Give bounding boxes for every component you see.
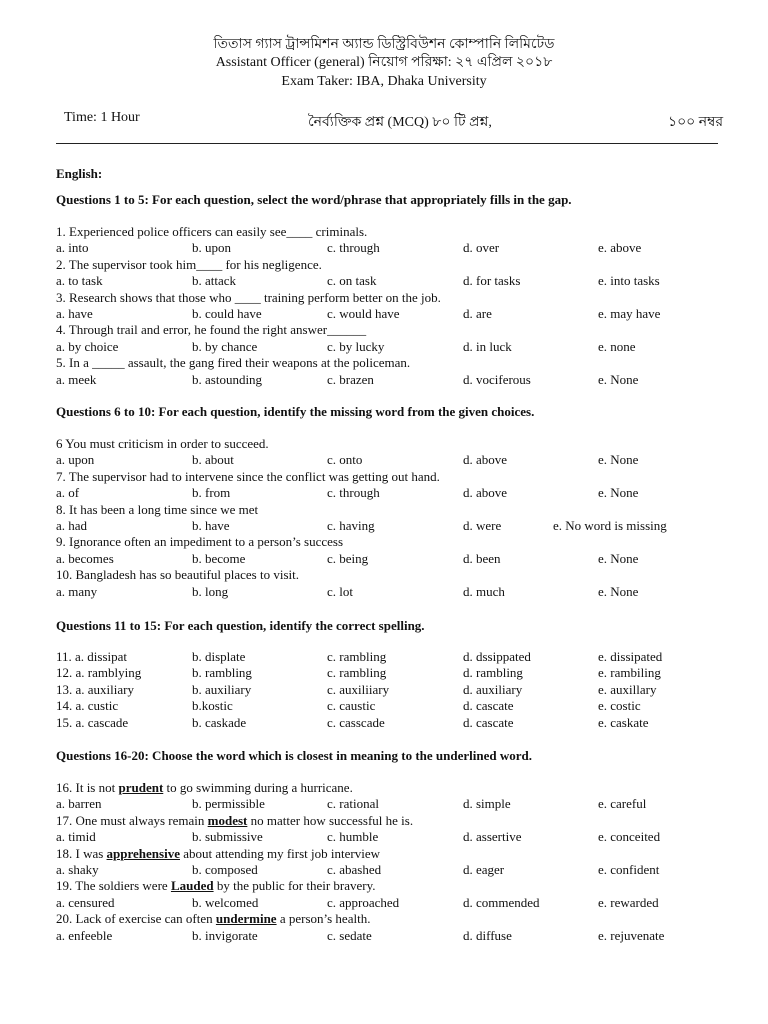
answer-option: b. submissive: [192, 829, 263, 845]
question-text-end: about attending my first job interview: [179, 845, 380, 861]
answer-option: e. above: [598, 240, 642, 256]
answer-option: a. censured: [56, 894, 115, 910]
answer-option: d. rambling: [463, 665, 523, 681]
answer-option: e. auxillary: [598, 681, 657, 697]
answer-option: b. caskade: [192, 714, 247, 730]
answer-option: e. None: [598, 550, 639, 566]
header-divider: [56, 143, 718, 144]
answer-option: a. barren: [56, 796, 102, 812]
question-text: 4. Through trail and error, he found the right answer______: [56, 322, 367, 338]
question-text-end: to go swimming during a hurricane.: [163, 780, 353, 795]
question-text-start: 16. It is not: [56, 780, 119, 795]
answer-option: e. rewarded: [598, 894, 659, 910]
answer-option: d. auxiliary: [463, 681, 523, 697]
answer-option: e. caskate: [598, 714, 649, 730]
answer-option: c. auxiliiary: [327, 681, 390, 697]
answer-option: c. humble: [327, 829, 379, 845]
answer-option: b. have: [192, 518, 230, 533]
question-text: 9. Ignorance often an impediment to a person’s success: [56, 534, 343, 550]
answer-option: b. displate: [192, 649, 246, 664]
answer-option: c. casscade: [327, 714, 385, 730]
underlined-keyword: prudent: [118, 780, 164, 795]
answer-option: e. None: [598, 485, 639, 501]
total-marks: ১০০ নম্বর: [668, 115, 724, 130]
question-text-end: no matter how successful he is.: [247, 812, 414, 828]
answer-option: e. careful: [598, 796, 647, 812]
exam-title: Assistant Officer (general) নিয়োগ পরিক্ষা: ২৭ এপ্রিল ২০১৮: [215, 55, 553, 70]
answer-option: d. above: [463, 452, 508, 468]
answer-option: c. having: [327, 518, 375, 533]
answer-option: c. by lucky: [327, 338, 385, 354]
answer-option: e. rejuvenate: [598, 927, 665, 943]
answer-option: a. many: [56, 583, 98, 599]
answer-option: a. upon: [56, 452, 95, 468]
question-text: 10. Bangladesh has so beautiful places to visit.: [56, 567, 299, 583]
answer-option: b. astounding: [192, 371, 263, 387]
answer-option: d. cascate: [463, 714, 514, 730]
question-text-end: by the public for their bravery.: [213, 878, 376, 894]
answer-option: d. commended: [463, 894, 540, 910]
section-title: English:: [56, 166, 103, 181]
answer-option: e. may have: [598, 306, 661, 321]
answer-option: b. welcomed: [192, 894, 259, 910]
answer-option: c. abashed: [327, 862, 382, 877]
answer-option: c. approached: [327, 894, 400, 910]
answer-option: d. are: [463, 306, 492, 321]
answer-option: c. on task: [327, 273, 377, 289]
exam-taker: Exam Taker: IBA, Dhaka University: [281, 74, 487, 89]
question-text: 5. In a _____ assault, the gang fired their weapons at the policeman.: [56, 355, 411, 371]
answer-option: c. being: [327, 550, 369, 566]
answer-option: d. diffuse: [463, 927, 512, 943]
answer-option: b. invigorate: [192, 927, 258, 943]
underlined-keyword: Lauded: [170, 878, 214, 894]
answer-option: e. rambiling: [598, 665, 661, 681]
question-text: [56, 846, 380, 862]
question-text: 6 You must criticism in order to succeed.: [56, 436, 269, 451]
answer-option: c. rational: [327, 796, 379, 812]
answer-option: d. simple: [463, 796, 511, 812]
answer-option: c. brazen: [327, 371, 374, 387]
answer-option: e. dissipated: [598, 649, 663, 664]
question-text-start: 18. I was: [56, 845, 107, 861]
answer-option: c. caustic: [327, 698, 376, 714]
underlined-keyword: apprehensive: [106, 845, 180, 861]
answer-option: b. long: [192, 583, 229, 599]
question-text-start: 19. The soldiers were: [56, 878, 171, 894]
underlined-keyword: modest: [207, 812, 248, 828]
question-text-start: 17. One must always remain: [56, 812, 208, 828]
answer-option: e. confident: [598, 862, 660, 877]
group-title: Questions 16-20: Choose the word which is closest in meaning to the underlined word.: [56, 748, 532, 763]
answer-option: d. above: [463, 485, 508, 501]
answer-option: d. been: [463, 550, 501, 566]
group-title: Questions 6 to 10: For each question, identify the missing word from the given choices.: [56, 404, 535, 419]
question-text: [56, 780, 353, 796]
answer-option: d. were: [463, 518, 502, 533]
answer-option: e. No word is missing: [553, 518, 667, 533]
group-title: Questions 11 to 15: For each question, identify the correct spelling.: [56, 618, 425, 633]
answer-option: a. meek: [56, 371, 97, 387]
answer-option: d. assertive: [463, 829, 522, 845]
company-name: তিতাস গ্যাস ট্রান্সমিশন অ্যান্ড ডিস্ট্রিবিউশন কোম্পানি লিমিটেড: [213, 37, 555, 52]
answer-option: 15. a. cascade: [56, 714, 129, 730]
question-text: [56, 813, 413, 829]
question-text: [56, 878, 376, 894]
answer-option: e. None: [598, 371, 639, 387]
group-title: Questions 1 to 5: For each question, select the word/phrase that appropriately fills in the gap.: [56, 192, 572, 207]
answer-option: d. over: [463, 240, 500, 256]
answer-option: a. into: [56, 240, 89, 256]
question-text-start: 20. Lack of exercise can often: [56, 911, 216, 927]
answer-option: b. auxiliary: [192, 681, 252, 697]
answer-option: b. by chance: [192, 338, 258, 354]
answer-option: e. conceited: [598, 829, 661, 845]
question-text-end: a person’s health.: [276, 911, 371, 927]
answer-option: b. attack: [192, 273, 237, 289]
answer-option: d. cascate: [463, 698, 514, 714]
question-text: [56, 911, 370, 927]
answer-option: b. become: [192, 550, 246, 566]
answer-option: b. from: [192, 485, 231, 501]
answer-option: d. for tasks: [463, 273, 521, 289]
underlined-keyword: undermine: [215, 911, 277, 927]
answer-option: d. in luck: [463, 338, 512, 354]
answer-option: b. rambling: [192, 665, 252, 681]
answer-option: c. rambling: [327, 665, 387, 681]
answer-option: b. could have: [192, 306, 262, 321]
answer-option: c. through: [327, 240, 380, 256]
question-text: 1. Experienced police officers can easily see____ criminals.: [56, 224, 368, 239]
answer-option: a. by choice: [56, 338, 119, 354]
answer-option: d. vociferous: [463, 371, 531, 387]
answer-option: 12. a. ramblying: [56, 665, 142, 681]
question-text: 8. It has been a long time since we met: [56, 501, 259, 517]
answer-option: c. through: [327, 485, 380, 501]
answer-option: b. composed: [192, 862, 258, 877]
answer-option: e. None: [598, 452, 639, 468]
answer-option: e. into tasks: [598, 273, 660, 289]
question-text: 7. The supervisor had to intervene since the conflict was getting out hand.: [56, 468, 440, 484]
answer-option: c. rambling: [327, 649, 387, 664]
answer-option: e. costic: [598, 698, 641, 714]
question-text: 3. Research shows that those who ____ training perform better on the job.: [56, 289, 441, 305]
exam-time: Time: 1 Hour: [64, 110, 140, 125]
answer-option: 11. a. dissipat: [56, 649, 128, 664]
answer-option: a. of: [56, 485, 80, 501]
answer-option: e. None: [598, 583, 639, 599]
answer-option: 13. a. auxiliary: [56, 681, 134, 697]
answer-option: d. much: [463, 583, 505, 599]
answer-option: d. dssippated: [463, 649, 531, 664]
answer-option: b. permissible: [192, 796, 265, 812]
answer-option: a. enfeeble: [56, 927, 113, 943]
question-text: 2. The supervisor took him____ for his negligence.: [56, 256, 322, 272]
answer-option: a. have: [56, 306, 93, 321]
answer-option: c. would have: [327, 306, 400, 321]
mcq-count: নৈর্ব্যক্তিক প্রশ্ন (MCQ) ৮০ টি প্রশ্ন,: [308, 115, 492, 130]
answer-option: b. about: [192, 452, 234, 468]
answer-option: a. becomes: [56, 550, 114, 566]
answer-option: c. sedate: [327, 927, 372, 943]
answer-option: 14. a. custic: [56, 698, 119, 714]
answer-option: c. onto: [327, 452, 363, 468]
answer-option: a. to task: [56, 273, 103, 289]
answer-option: a. timid: [56, 829, 96, 845]
answer-option: d. eager: [463, 862, 505, 877]
answer-option: e. none: [598, 338, 636, 354]
answer-option: a. shaky: [56, 862, 99, 877]
answer-option: b. upon: [192, 240, 231, 256]
answer-option: c. lot: [327, 583, 353, 599]
answer-option: a. had: [56, 518, 88, 533]
answer-option: b.kostic: [192, 698, 233, 714]
